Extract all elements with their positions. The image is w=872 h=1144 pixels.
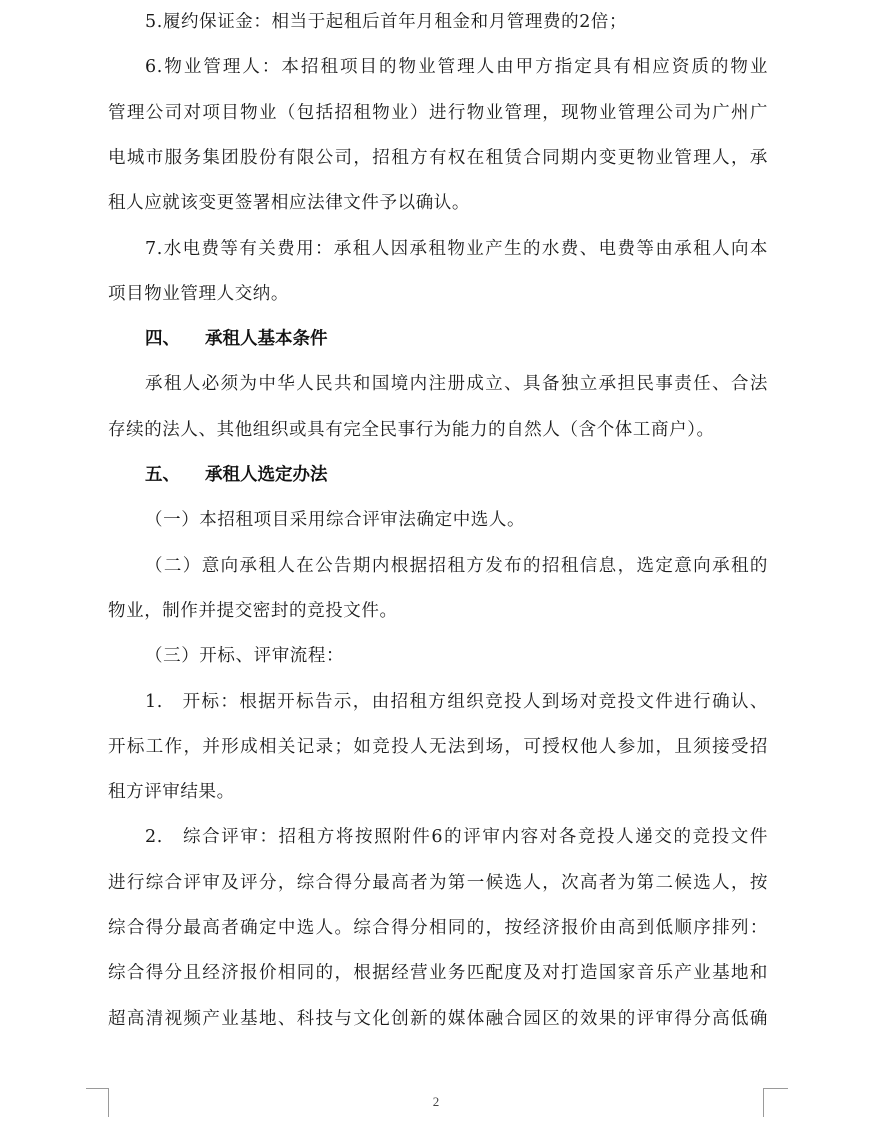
- paragraph-line: 存续的法人、其他组织或具有完全民事行为能力的自然人（含个体工商户）。: [108, 420, 715, 440]
- section-heading-title: 承租人基本条件: [205, 329, 328, 349]
- paragraph-line: 项目物业管理人交纳。: [108, 284, 289, 304]
- paragraph-line: 5.履约保证金：相当于起租后首年月租金和月管理费的2倍；: [145, 12, 628, 32]
- paragraph-line: 管理公司对项目物业（包括招租物业）进行物业管理，现物业管理公司为广州广: [108, 103, 768, 123]
- section-heading: [145, 328, 328, 350]
- paragraph-line: 进行综合评审及评分，综合得分最高者为第一候选人，次高者为第二候选人，按: [108, 873, 768, 893]
- paragraph-line: （二）意向承租人在公告期内根据招租方发布的招租信息，选定意向承租的: [145, 556, 768, 576]
- paragraph-line: 租人应就该变更签署相应法律文件予以确认。: [108, 193, 470, 213]
- paragraph-line: 6.物业管理人：本招租项目的物业管理人由甲方指定具有相应资质的物业: [145, 57, 768, 77]
- paragraph-line: （一）本招租项目采用综合评审法确定中选人。: [145, 510, 526, 530]
- paragraph-line: 2. 综合评审：招租方将按照附件6的评审内容对各竞投人递交的竞投文件: [145, 827, 768, 847]
- paragraph-line: 超高清视频产业基地、科技与文化创新的媒体融合园区的效果的评审得分高低确: [108, 1009, 768, 1029]
- paragraph-line: 1. 开标：根据开标告示，由招租方组织竞投人到场对竞投文件进行确认、: [145, 692, 768, 712]
- paragraph-line: 电城市服务集团股份有限公司，招租方有权在租赁合同期内变更物业管理人，承: [108, 148, 768, 168]
- section-heading-title: 承租人选定办法: [205, 465, 328, 485]
- paragraph-line: 承租人必须为中华人民共和国境内注册成立、具备独立承担民事责任、合法: [145, 374, 768, 394]
- page-number: 2: [432, 1094, 440, 1109]
- paragraph-line: 综合得分最高者确定中选人。综合得分相同的，按经济报价由高到低顺序排列：: [108, 918, 768, 938]
- paragraph-line: 7.水电费等有关费用：承租人因承租物业产生的水费、电费等由承租人向本: [145, 239, 768, 259]
- paragraph-line: 综合得分且经济报价相同的，根据经营业务匹配度及对打造国家音乐产业基地和: [108, 963, 768, 983]
- paragraph-line: 开标工作，并形成相关记录；如竞投人无法到场，可授权他人参加，且须接受招: [108, 737, 768, 757]
- paragraph-line: 租方评审结果。: [108, 782, 235, 802]
- section-heading-number: 五、: [145, 465, 180, 485]
- paragraph-line: （三）开标、评审流程：: [145, 646, 345, 666]
- section-heading-number: 四、: [145, 329, 180, 349]
- paragraph-line: 物业，制作并提交密封的竞投文件。: [108, 601, 398, 621]
- section-heading: [145, 464, 328, 486]
